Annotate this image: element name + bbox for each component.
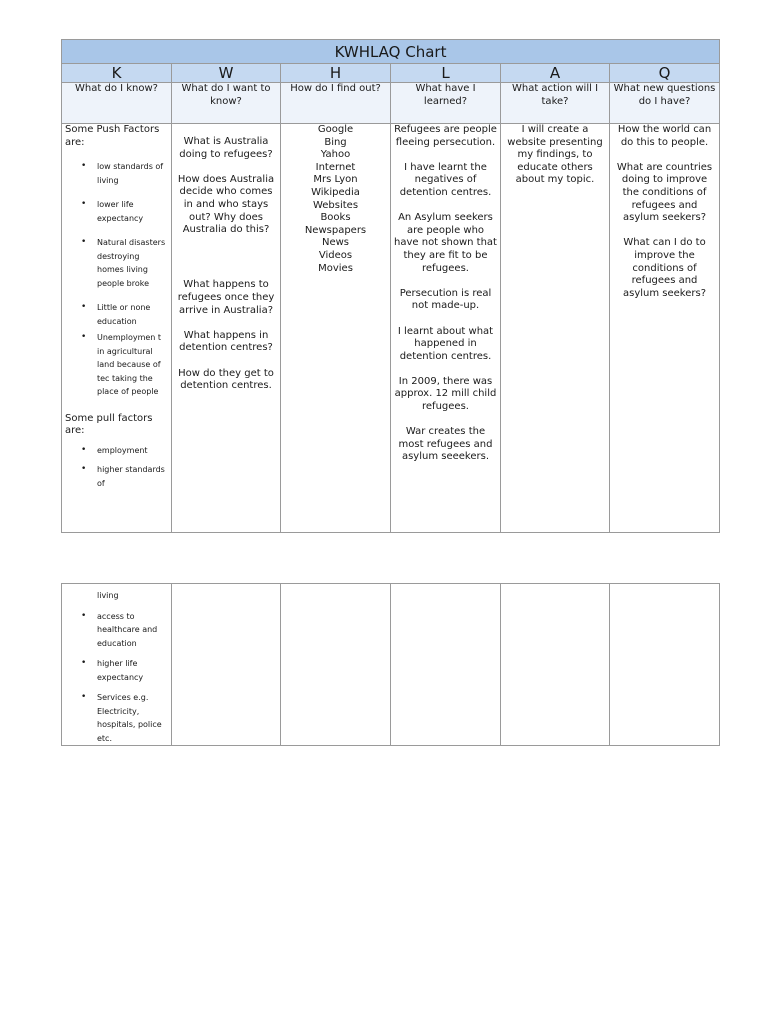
list-item: • lower life expectancy — [71, 198, 168, 225]
pull-factor-continued: living — [97, 591, 119, 600]
list-item: • higher life expectancy — [71, 657, 168, 684]
source-item: Newspapers — [304, 224, 367, 236]
new-question: What can I do to improve the conditions of refugees and asylum seekers? — [623, 237, 707, 299]
source-item: Internet — [315, 161, 356, 173]
w-question: What happens to refugees once they arrive in Australia? — [177, 279, 275, 316]
column-question-w: What do I want to know? — [172, 83, 281, 124]
list-item: • Unemploymen t in agricultural land because of tec taking the place of people — [71, 331, 168, 399]
a-cell-continued — [501, 584, 610, 746]
new-question: How the world can do this to people. — [617, 124, 712, 148]
list-item: • Natural disasters destroying homes living people broke — [71, 236, 168, 290]
w-cell — [172, 124, 281, 533]
chart-title: KWHLAQ Chart — [62, 40, 720, 64]
w-question: What happens in detention centres? — [179, 329, 273, 354]
learned-item: Refugees are people fleeing persecution. — [394, 124, 497, 148]
learned-item: In 2009, there was approx. 12 mill child refugees. — [394, 375, 497, 413]
column-letter-q: Q — [610, 64, 720, 83]
kwhlaq-table — [61, 39, 720, 533]
action-text: I will create a website presenting my findings, to educate others about my topic. — [507, 124, 603, 186]
list-item: • Services e.g. Electricity, hospitals, police etc. — [71, 691, 168, 745]
h-cell-continued — [281, 584, 391, 746]
w-question: What is Australia doing to refugees? — [179, 136, 273, 160]
a-cell — [501, 124, 610, 533]
source-item: Mrs Lyon — [313, 174, 358, 186]
column-question-l: What have I learned? — [391, 83, 501, 124]
list-item: • low standards of living — [71, 160, 168, 187]
source-item: Videos — [318, 249, 353, 261]
source-item: Yahoo — [320, 149, 351, 161]
column-letter-l: L — [391, 64, 501, 83]
source-item: Books — [320, 212, 351, 224]
k-cell-continued — [62, 584, 172, 746]
h-cell — [281, 124, 391, 533]
push-factors-list — [65, 160, 168, 399]
l-cell — [391, 124, 501, 533]
column-letter-a: A — [501, 64, 610, 83]
pull-factors-list-continued — [65, 610, 168, 746]
learned-item: I learnt about what happened in detention centres. — [397, 325, 494, 362]
k-cell — [62, 124, 172, 533]
pull-factors-heading: Some pull factors are: — [65, 412, 153, 437]
q-cell-continued — [610, 584, 720, 746]
learned-item: I have learnt the negatives of detention centres. — [399, 161, 492, 198]
source-item: Movies — [318, 262, 353, 274]
learned-item: An Asylum seekers are people who have not shown that they are fit to be refugees. — [394, 212, 497, 274]
source-item: Wikipedia — [311, 186, 360, 198]
kwhlaq-table-continued — [61, 583, 720, 746]
push-factors-heading: Some Push Factors are: — [65, 124, 160, 148]
column-question-a: What action will I take? — [501, 83, 610, 124]
w-cell-continued — [172, 584, 281, 746]
source-item: News — [321, 237, 350, 249]
column-letter-k: K — [62, 64, 172, 83]
new-question: What are countries doing to improve the conditions of refugees and asylum seekers? — [616, 161, 713, 224]
source-item: Bing — [324, 136, 347, 148]
column-letter-w: W — [172, 64, 281, 83]
list-item: • employment — [71, 444, 168, 458]
learned-item: War creates the most refugees and asylum seeekers. — [398, 426, 493, 463]
source-item: Websites — [312, 199, 359, 211]
w-question: How does Australia decide who comes in and who stays out? Why does Australia do this? — [177, 173, 275, 236]
column-question-q: What new questions do I have? — [610, 83, 720, 124]
learned-item: Persecution is real not made-up. — [399, 287, 492, 312]
list-item: • higher standards of — [71, 463, 168, 490]
list-item: • access to healthcare and education — [71, 610, 168, 651]
w-question: How do they get to detention centres. — [178, 367, 274, 392]
list-item: • Little or none education — [71, 301, 168, 328]
l-cell-continued — [391, 584, 501, 746]
column-question-h: How do I find out? — [281, 83, 391, 124]
column-letter-h: H — [281, 64, 391, 83]
pull-factors-list — [65, 444, 168, 491]
source-item: Google — [317, 124, 354, 135]
column-question-k: What do I know? — [62, 83, 172, 124]
q-cell — [610, 124, 720, 533]
